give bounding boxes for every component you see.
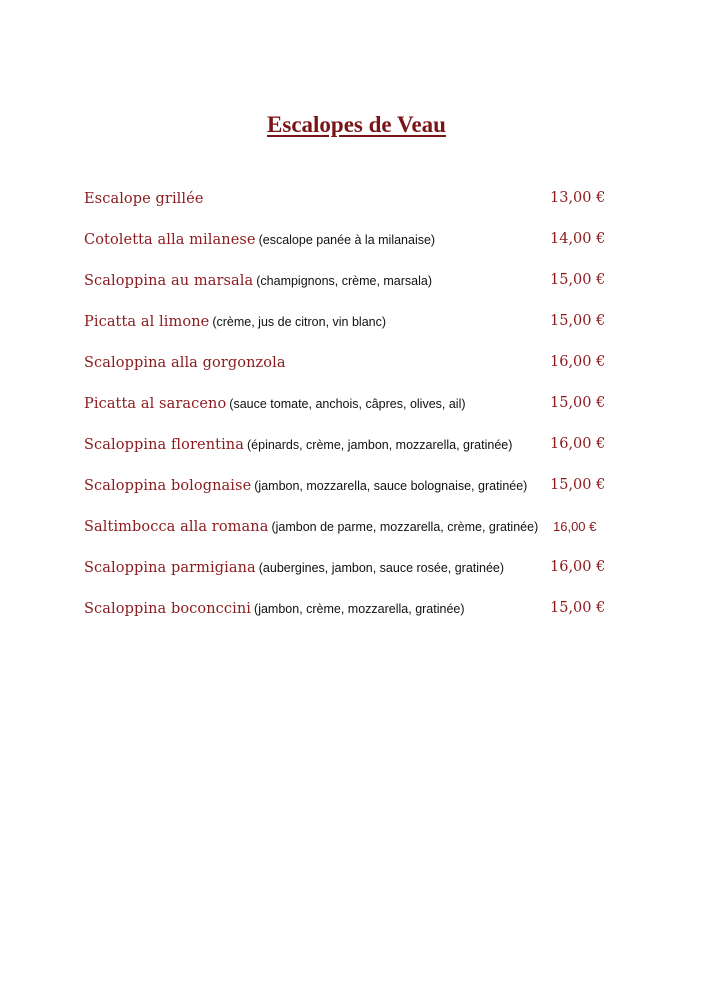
dish-description: (jambon, mozzarella, sauce bolognaise, gratinée): [254, 479, 528, 493]
menu-item: [84, 272, 624, 313]
menu-item: [84, 395, 624, 436]
dish-price: 16,00 €: [550, 354, 606, 370]
page-title: [0, 112, 713, 138]
dish-description: (épinards, crème, jambon, mozzarella, gratinée): [247, 438, 513, 452]
dish-price: 14,00 €: [550, 231, 606, 247]
dish-description: (jambon de parme, mozzarella, crème, gratinée): [271, 520, 539, 534]
dish-price: 15,00 €: [550, 600, 606, 616]
dish-description: (sauce tomate, anchois, câpres, olives, ail): [229, 397, 466, 411]
dish-name: Scaloppina au marsala: [84, 273, 254, 289]
menu-list: [84, 190, 624, 641]
dish-name: Scaloppina boconccini: [84, 601, 252, 617]
dish-price: 13,00 €: [550, 190, 606, 206]
dish-price: 15,00 €: [550, 313, 606, 329]
dish-name: Cotoletta alla milanese: [84, 232, 256, 248]
dish-name: Picatta al limone: [84, 314, 210, 330]
menu-item: [84, 354, 624, 395]
dish-name: Scaloppina parmigiana: [84, 560, 256, 576]
dish-price: 16,00 €: [553, 519, 597, 534]
menu-item: [84, 518, 624, 559]
menu-item: [84, 559, 624, 600]
menu-item: [84, 600, 624, 641]
dish-name: Picatta al saraceno: [84, 396, 227, 412]
dish-price: 15,00 €: [550, 395, 606, 411]
menu-item: [84, 477, 624, 518]
dish-price: 15,00 €: [550, 272, 606, 288]
dish-description: (escalope panée à la milanaise): [258, 233, 436, 247]
menu-item: [84, 436, 624, 477]
dish-description: (jambon, crème, mozzarella, gratinée): [254, 602, 465, 616]
dish-price: 15,00 €: [550, 477, 606, 493]
menu-item: [84, 190, 624, 231]
dish-description: (aubergines, jambon, sauce rosée, gratinée): [258, 561, 505, 575]
dish-name: Saltimbocca alla romana: [84, 519, 269, 535]
dish-price: 16,00 €: [550, 559, 606, 575]
menu-item: [84, 231, 624, 272]
page-title-text: Escalopes de Veau: [267, 112, 446, 137]
menu-item: [84, 313, 624, 354]
dish-name: Scaloppina alla gorgonzola: [84, 355, 286, 371]
dish-description: (champignons, crème, marsala): [256, 274, 433, 288]
dish-name: Escalope grillée: [84, 191, 204, 207]
dish-name: Scaloppina bolognaise: [84, 478, 252, 494]
dish-price: 16,00 €: [550, 436, 606, 452]
dish-description: (crème, jus de citron, vin blanc): [212, 315, 387, 329]
dish-name: Scaloppina florentina: [84, 437, 244, 453]
